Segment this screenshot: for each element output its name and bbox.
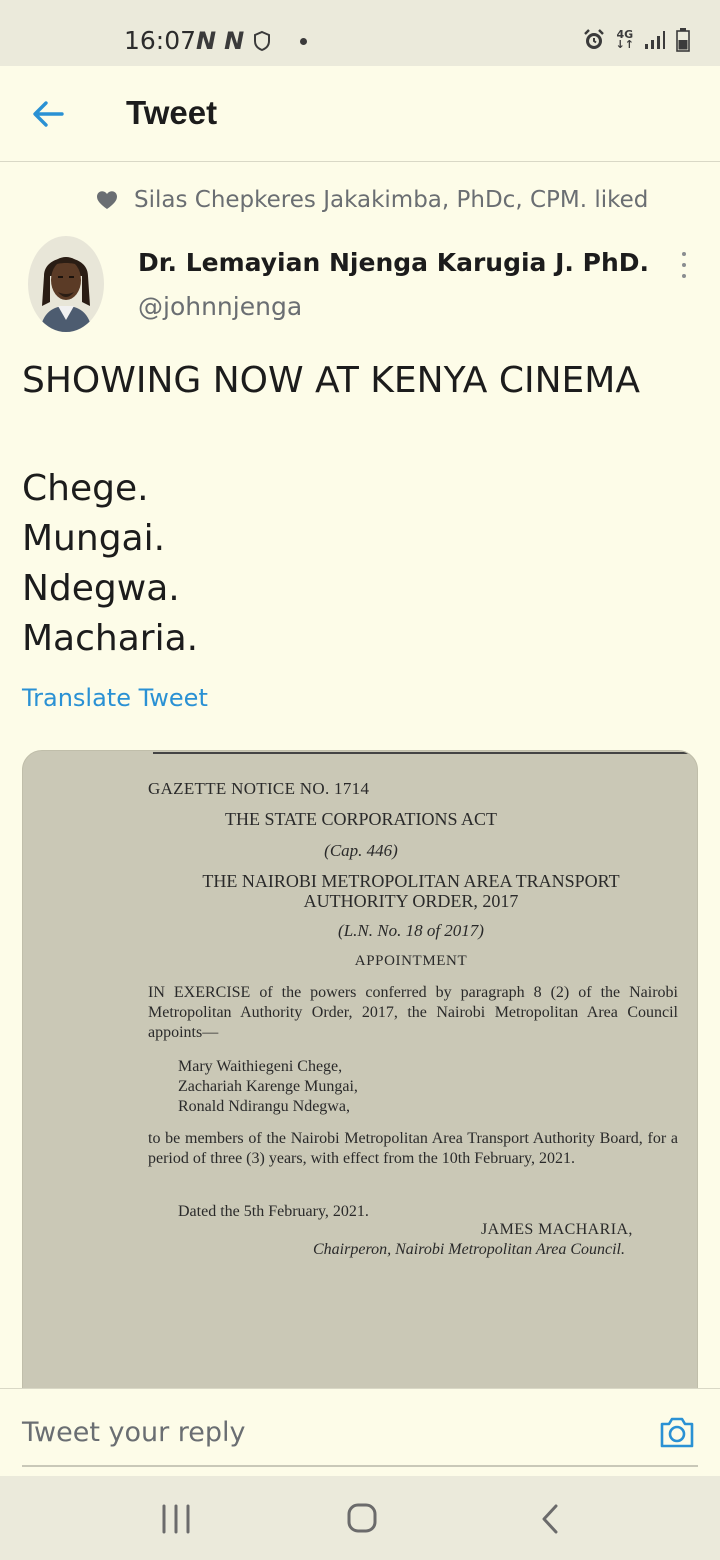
back-icon xyxy=(530,1502,570,1536)
tweet-media-image[interactable] xyxy=(22,750,698,1390)
home-icon xyxy=(342,1502,382,1536)
gazette-legal-notice: (L.N. No. 18 of 2017) xyxy=(338,921,484,940)
gazette-act-title: THE STATE CORPORATIONS ACT xyxy=(224,809,498,829)
system-nav-bar xyxy=(0,1476,720,1560)
tweet-lines xyxy=(22,464,640,664)
more-dot-icon xyxy=(682,263,686,267)
more-options-button[interactable] xyxy=(674,252,694,278)
tweet-line: Chege. xyxy=(22,468,149,509)
more-dot-icon xyxy=(682,274,686,278)
reply-input[interactable]: Tweet your reply xyxy=(22,1417,246,1448)
gazette-paragraph: to be members of the Nairobi Metropolitan Area Transport Authority Board, for a period of three (3) years, with effect from the 10th February, 2021. xyxy=(148,1130,678,1167)
shield-icon xyxy=(252,30,272,52)
status-time: 16:07 xyxy=(124,26,197,55)
gazette-appointee: Ronald Ndirangu Ndegwa, xyxy=(178,1098,350,1115)
social-context-text: Silas Chepkeres Jakakimba, PhDc, CPM. liked xyxy=(134,187,649,213)
gazette-appointees xyxy=(178,1057,358,1117)
status-left-icons xyxy=(196,28,307,54)
tweet-line: Ndegwa. xyxy=(22,568,180,609)
gazette-order-title xyxy=(23,871,698,911)
network-4g-icon xyxy=(616,30,634,50)
status-bar xyxy=(0,0,720,66)
social-context[interactable] xyxy=(96,186,648,214)
network-activity-label: ↓↑ xyxy=(615,38,634,51)
camera-button[interactable] xyxy=(658,1413,696,1451)
status-right-icons xyxy=(582,26,690,54)
back-button[interactable] xyxy=(28,94,68,134)
tweet-text xyxy=(22,358,640,664)
reply-underline xyxy=(22,1465,698,1467)
tweet-line: Mungai. xyxy=(22,518,166,559)
recent-apps-icon xyxy=(156,1502,196,1536)
gazette-dated: Dated the 5th February, 2021. xyxy=(178,1203,369,1220)
signal-icon xyxy=(644,30,666,50)
gazette-cap: (Cap. 446) xyxy=(324,841,398,860)
gazette-order-line: AUTHORITY ORDER, 2017 xyxy=(303,891,519,911)
tweet-headline: SHOWING NOW AT KENYA CINEMA xyxy=(22,360,640,401)
home-button[interactable] xyxy=(342,1502,382,1536)
recent-apps-button[interactable] xyxy=(156,1502,196,1536)
alarm-icon xyxy=(582,28,606,52)
n-notification-icon: N xyxy=(224,27,245,55)
more-dot-icon xyxy=(682,252,686,256)
translate-tweet-link[interactable]: Translate Tweet xyxy=(22,684,208,712)
app-header xyxy=(0,66,720,162)
page-title: Tweet xyxy=(126,94,218,131)
gazette-appointee: Mary Waithiegeni Chege, xyxy=(178,1058,343,1075)
gazette-signer-title: Chairperon, Nairobi Metropolitan Area Council. xyxy=(313,1241,625,1258)
arrow-left-icon xyxy=(28,94,68,134)
author-handle[interactable]: @johnnjenga xyxy=(138,292,303,321)
reply-bar xyxy=(0,1388,720,1474)
system-back-button[interactable] xyxy=(530,1502,570,1536)
heart-icon xyxy=(96,190,118,210)
author-name[interactable]: Dr. Lemayian Njenga Karugia J. PhD. xyxy=(138,248,649,277)
gazette-order-line: THE NAIROBI METROPOLITAN AREA TRANSPORT xyxy=(202,871,620,891)
avatar[interactable] xyxy=(28,236,104,332)
gazette-notice-number: GAZETTE NOTICE NO. 1714 xyxy=(148,779,370,798)
battery-icon xyxy=(676,28,690,52)
tweet-line: Macharia. xyxy=(22,618,199,659)
network-type-label: 4G xyxy=(616,28,634,41)
camera-icon xyxy=(658,1413,696,1451)
n-notification-icon: N xyxy=(196,27,217,55)
gazette-heading: APPOINTMENT xyxy=(354,953,468,969)
dot-icon xyxy=(300,38,307,45)
avatar-image xyxy=(28,236,104,332)
gazette-paragraph: IN EXERCISE of the powers conferred by paragraph 8 (2) of the Nairobi Metropolitan Authority Order, 2017, the Nairobi Metropolitan Area Council appoints— xyxy=(148,984,678,1041)
gazette-appointee: Zachariah Karenge Mungai, xyxy=(178,1078,358,1095)
scan-edge-line xyxy=(153,752,693,754)
gazette-signer: JAMES MACHARIA, xyxy=(481,1221,633,1238)
